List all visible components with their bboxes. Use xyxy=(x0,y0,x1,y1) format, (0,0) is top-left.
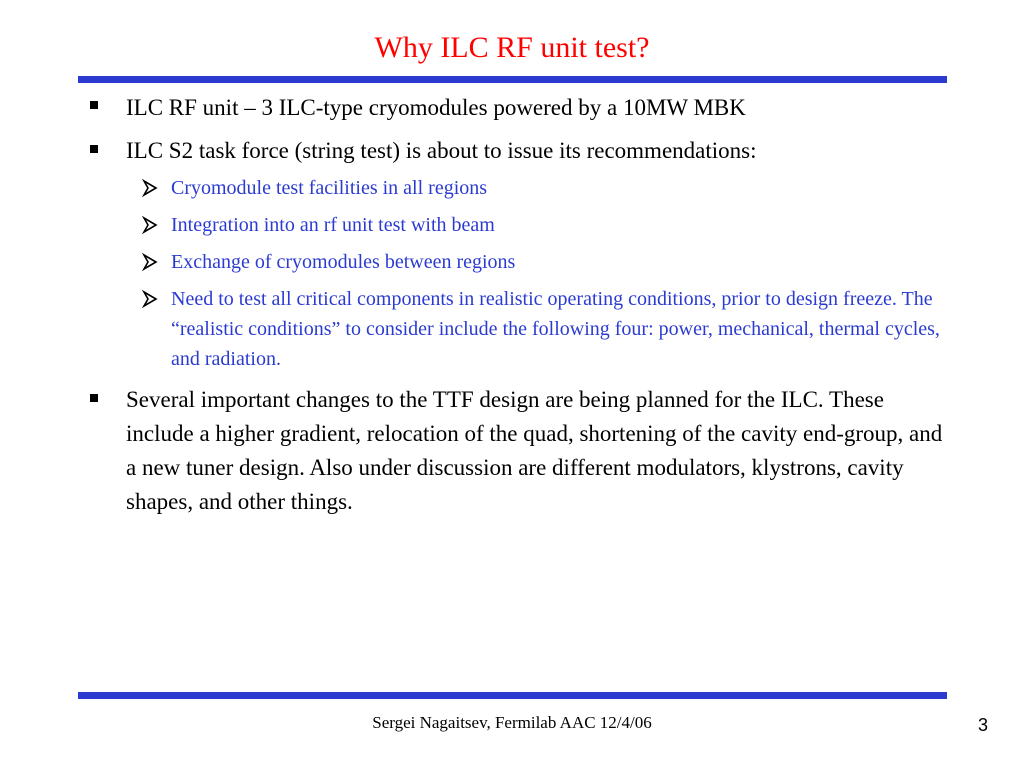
footer-divider xyxy=(78,692,947,699)
arrow-bullet-icon xyxy=(140,252,160,272)
arrow-bullet-icon xyxy=(140,289,160,309)
square-bullet-icon xyxy=(88,143,102,157)
sub-bullet-item: Integration into an rf unit test with beam xyxy=(171,214,495,236)
page-number: 3 xyxy=(977,715,988,735)
sub-bullet-item: Exchange of cryomodules between regions xyxy=(171,251,516,273)
slide-title: Why ILC RF unit test? xyxy=(374,31,650,64)
footer-text: Sergei Nagaitsev, Fermilab AAC 12/4/06 xyxy=(372,713,652,732)
arrow-bullet-icon xyxy=(140,215,160,235)
sub-bullet-item: Need to test all critical components in realistic operating conditions, prior to design freeze. The “realistic conditions” to consider include the following four: power, mechanical, thermal cycles, and radiation. xyxy=(171,288,940,370)
bullet-item: Several important changes to the TTF design are being planned for the ILC. These include a higher gradient, relocation of the quad, shortening of the cavity end-group, and a new tuner design. Also under discussion are different modulators, klystrons, cavity shapes, and other things. xyxy=(126,387,943,514)
arrow-bullet-icon xyxy=(140,178,160,198)
square-bullet-icon xyxy=(88,99,102,113)
square-bullet-icon xyxy=(88,392,102,406)
bullet-item: ILC S2 task force (string test) is about to issue its recommendations: xyxy=(126,138,757,163)
bullet-item: ILC RF unit – 3 ILC-type cryomodules powered by a 10MW MBK xyxy=(126,95,746,120)
sub-bullet-item: Cryomodule test facilities in all regions xyxy=(171,177,488,199)
